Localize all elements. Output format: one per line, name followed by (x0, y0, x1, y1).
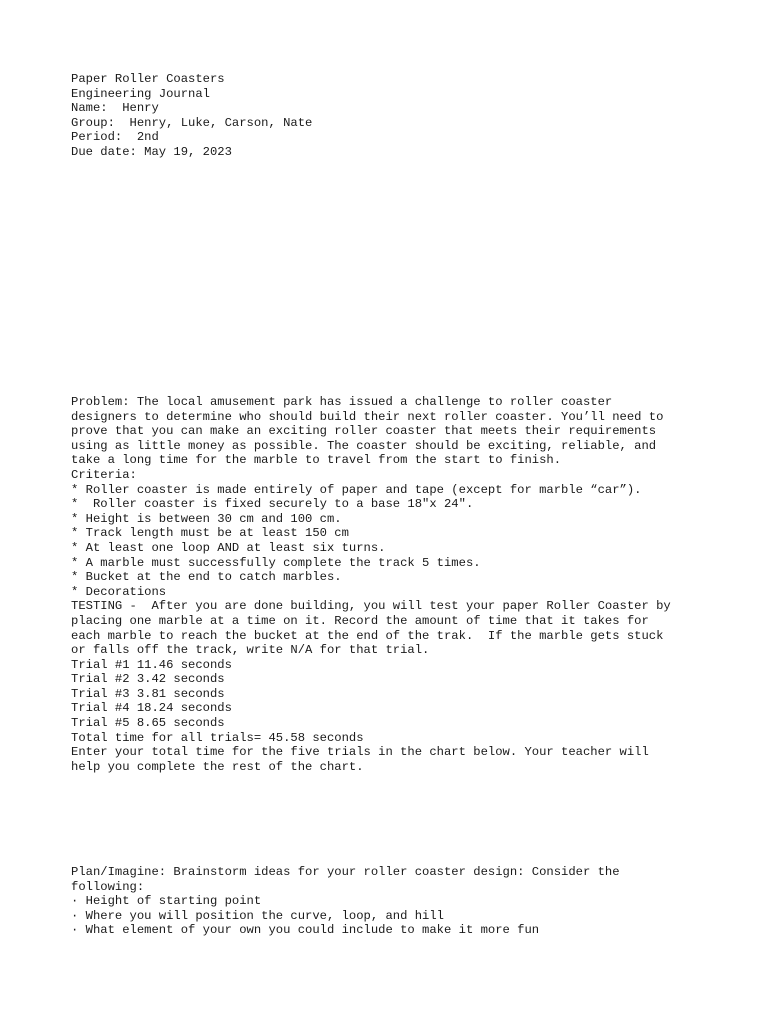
criteria-item: * Height is between 30 cm and 100 cm. (71, 511, 342, 526)
journal-header (71, 72, 711, 160)
testing-text-line: each marble to reach the bucket at the end of the trak. If the marble gets stuck (71, 628, 664, 643)
group-line: Group: Henry, Luke, Carson, Nate (71, 115, 313, 130)
doc-subtitle: Engineering Journal (71, 86, 210, 101)
plan-text-line: Plan/Imagine: Brainstorm ideas for your roller coaster design: Consider the (71, 865, 620, 879)
problem-text-line: designers to determine who should build their next roller coaster. You’ll need to (71, 409, 664, 424)
criteria-item: * A marble must successfully complete the track 5 times. (71, 555, 481, 570)
problem-text-line: using as little money as possible. The coaster should be exciting, reliable, and (71, 438, 657, 453)
trial-result: Trial #5 8.65 seconds (71, 716, 225, 731)
doc-title: Paper Roller Coasters (71, 72, 225, 86)
plan-bullet-item: · What element of your own you could include to make it more fun (71, 923, 540, 938)
trial-result: Trial #1 11.46 seconds (71, 657, 232, 672)
criteria-item: * At least one loop AND at least six turns. (71, 540, 386, 555)
trial-result: Trial #2 3.42 seconds (71, 672, 225, 687)
problem-text-line: prove that you can make an exciting roller coaster that meets their requirements (71, 424, 657, 439)
trial-result: Trial #3 3.81 seconds (71, 686, 225, 701)
criteria-heading: Criteria: (71, 467, 137, 482)
criteria-item: * Track length must be at least 150 cm (71, 526, 349, 541)
plan-bullet-item: · Height of starting point (71, 894, 262, 909)
period-line: Period: 2nd (71, 130, 159, 145)
criteria-item: * Decorations (71, 584, 167, 599)
criteria-item: * Bucket at the end to catch marbles. (71, 570, 342, 585)
testing-text-line: or falls off the track, write N/A for that trial. (71, 643, 430, 658)
trial-result: Trial #4 18.24 seconds (71, 701, 232, 716)
criteria-item: * Roller coaster is made entirely of paper and tape (except for marble “car”). (71, 482, 642, 497)
testing-text-line: placing one marble at a time on it. Record the amount of time that it takes for (71, 613, 649, 628)
due-date-line: Due date: May 19, 2023 (71, 144, 232, 159)
problem-text-line: Problem: The local amusement park has issued a challenge to roller coaster (71, 395, 613, 409)
criteria-item: * Roller coaster is fixed securely to a base 18″x 24″. (71, 497, 474, 512)
name-line: Name: Henry (71, 101, 159, 116)
instruction-line: help you complete the rest of the chart. (71, 759, 364, 774)
plan-section (71, 865, 711, 938)
testing-text-line: TESTING - After you are done building, you will test your paper Roller Coaster by (71, 599, 671, 614)
problem-section (71, 395, 711, 774)
total-time: Total time for all trials= 45.58 seconds (71, 730, 364, 745)
instruction-line: Enter your total time for the five trials in the chart below. Your teacher will (71, 745, 649, 760)
problem-text-line: take a long time for the marble to travel from the start to finish. (71, 453, 562, 468)
plan-bullet-item: · Where you will position the curve, loop, and hill (71, 908, 444, 923)
plan-text-line: following: (71, 879, 145, 894)
